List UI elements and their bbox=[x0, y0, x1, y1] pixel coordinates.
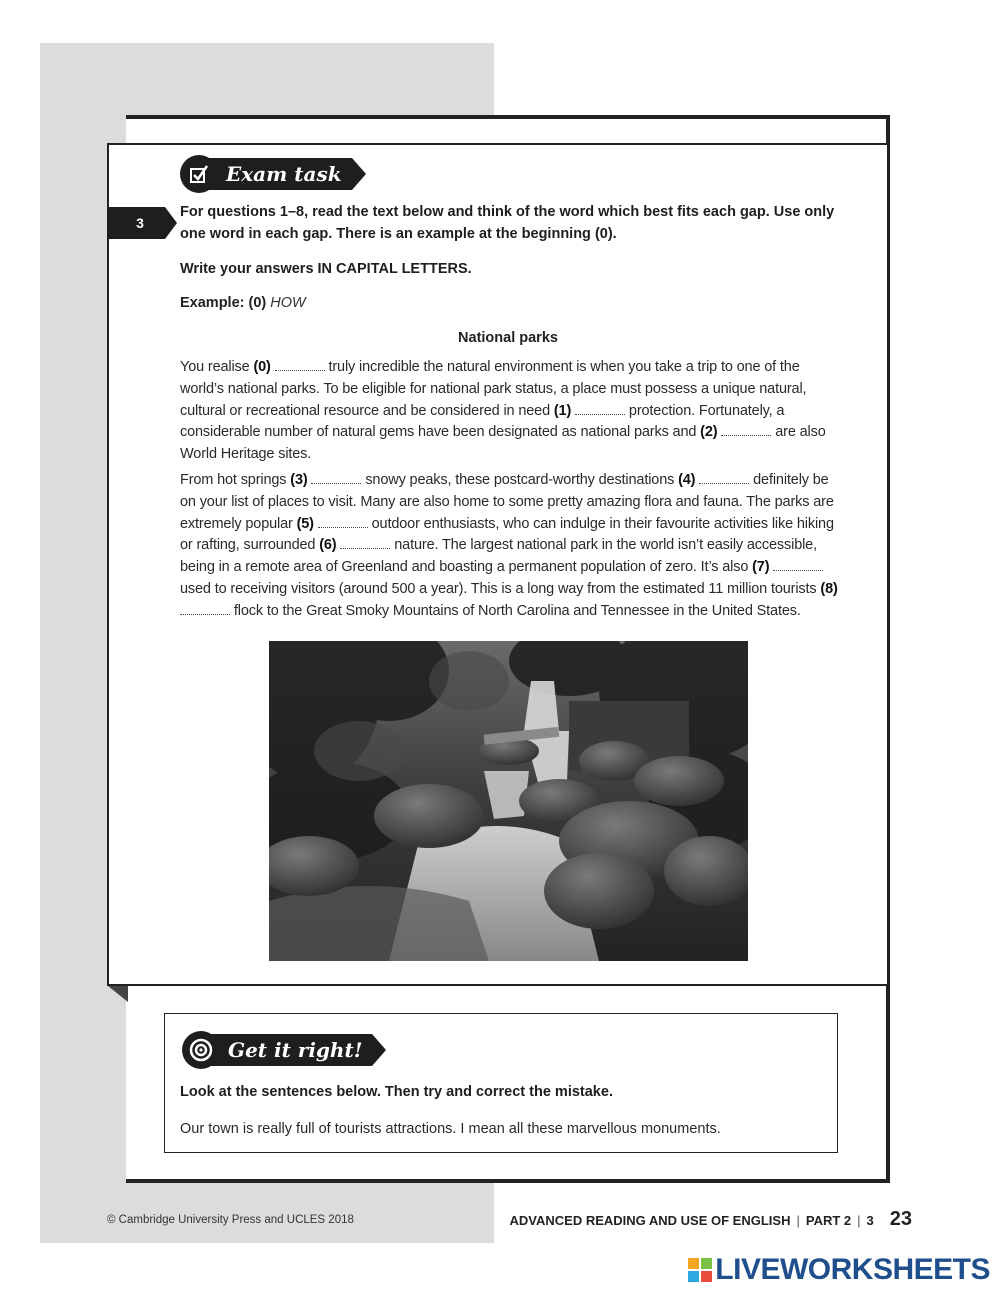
part-label: PART 2 bbox=[805, 1213, 852, 1228]
gap-3-blank[interactable] bbox=[311, 473, 361, 484]
get-it-right-instruction: Look at the sentences below. Then try and correct the mistake. bbox=[180, 1084, 613, 1100]
text-run: You realise bbox=[180, 359, 254, 375]
exam-instruction: For questions 1–8, read the text below and think of the word which best fits each gap. Use only one word in each gap. There is an example at the beginning (0). bbox=[180, 204, 835, 242]
gap-4-blank[interactable] bbox=[699, 473, 749, 484]
text-run: protection. Fortunately, a considerable number of natural gems have been designated as national parks and bbox=[180, 402, 785, 441]
exam-task-title: Exam task bbox=[200, 158, 352, 190]
separator: | bbox=[796, 1213, 800, 1228]
gap-number-7: (7) bbox=[752, 559, 770, 576]
text-run: outdoor enthusiasts, who can indulge in their favourite activities like hiking or rafting, surrounded bbox=[180, 515, 834, 554]
text-run: snowy peaks, these postcard-worthy destinations bbox=[361, 472, 679, 488]
liveworksheets-text: LIVEWORKSHEETS bbox=[715, 1253, 990, 1286]
text-run: used to receiving visitors (around 500 a year). This is a long way from the estimated 11 million tourists bbox=[180, 580, 821, 597]
paragraph-2 bbox=[180, 470, 838, 623]
text-run: nature. The largest national park in the world isn’t easily accessible, being in a remote area of Greenland and boasting a permanent population of zero. It’s also bbox=[180, 537, 817, 576]
gap-number-1: (1) bbox=[553, 402, 572, 419]
liveworksheets-logo bbox=[688, 1253, 990, 1287]
text-run: flock to the Great Smoky Mountains of North Carolina and Tennessee in the United States. bbox=[230, 602, 801, 619]
gap-2-blank[interactable] bbox=[721, 425, 771, 436]
text-run: definitely be on your list of places to visit. Many are also home to some pretty amazing flora and fauna. The parks are extremely popular bbox=[180, 472, 834, 532]
text-run: From hot springs bbox=[180, 472, 291, 488]
section-number-tab: 3 bbox=[107, 207, 165, 239]
banner-arrow-shape bbox=[372, 1034, 386, 1066]
page-number: 23 bbox=[889, 1208, 912, 1230]
get-it-right-title: Get it right! bbox=[202, 1034, 372, 1066]
checkbox-icon bbox=[180, 155, 218, 193]
book-title: ADVANCED READING AND USE OF ENGLISH bbox=[509, 1213, 791, 1228]
text-run: are also World Heritage sites. bbox=[180, 424, 826, 463]
example-answer: HOW bbox=[270, 295, 306, 311]
gap-number-0: (0) bbox=[253, 359, 271, 375]
article-title: National parks bbox=[458, 330, 558, 346]
capitals-note: Write your answers IN CAPITAL LETTERS. bbox=[180, 261, 472, 277]
page-corner-shadow bbox=[108, 986, 128, 1002]
separator: | bbox=[857, 1213, 861, 1228]
gap-0-blank bbox=[275, 360, 325, 371]
gap-8-blank[interactable] bbox=[180, 604, 230, 615]
example-label: Example: (0) bbox=[180, 295, 267, 311]
gap-number-6: (6) bbox=[319, 537, 337, 554]
gap-1-blank[interactable] bbox=[575, 404, 625, 415]
text-run: truly incredible the natural environment is when you take a trip to one of the world’s national parks. To be eligible for national park status, a place must possess a unique natural, cultural or recreational resource and be considered in need bbox=[180, 359, 807, 419]
gap-number-5: (5) bbox=[296, 515, 314, 532]
gap-6-blank[interactable] bbox=[340, 538, 390, 549]
waterfall-photo bbox=[269, 641, 748, 961]
footer-book-info bbox=[510, 1208, 913, 1231]
paragraph-1 bbox=[180, 357, 838, 466]
get-it-right-sentence: Our town is really full of tourists attractions. I mean all these marvellous monuments. bbox=[180, 1121, 721, 1137]
gap-number-8: (8) bbox=[820, 580, 838, 597]
gap-number-3: (3) bbox=[290, 472, 308, 488]
banner-arrow-shape bbox=[352, 158, 366, 190]
gap-number-4: (4) bbox=[678, 472, 696, 488]
gap-number-2: (2) bbox=[700, 424, 718, 441]
example-line bbox=[180, 292, 306, 314]
gap-7-blank[interactable] bbox=[773, 560, 823, 571]
logo-squares-icon bbox=[688, 1258, 712, 1282]
unit-label: 3 bbox=[866, 1213, 874, 1228]
copyright: © Cambridge University Press and UCLES 2018 bbox=[107, 1214, 354, 1226]
gap-5-blank[interactable] bbox=[318, 517, 368, 528]
target-icon bbox=[182, 1031, 220, 1069]
